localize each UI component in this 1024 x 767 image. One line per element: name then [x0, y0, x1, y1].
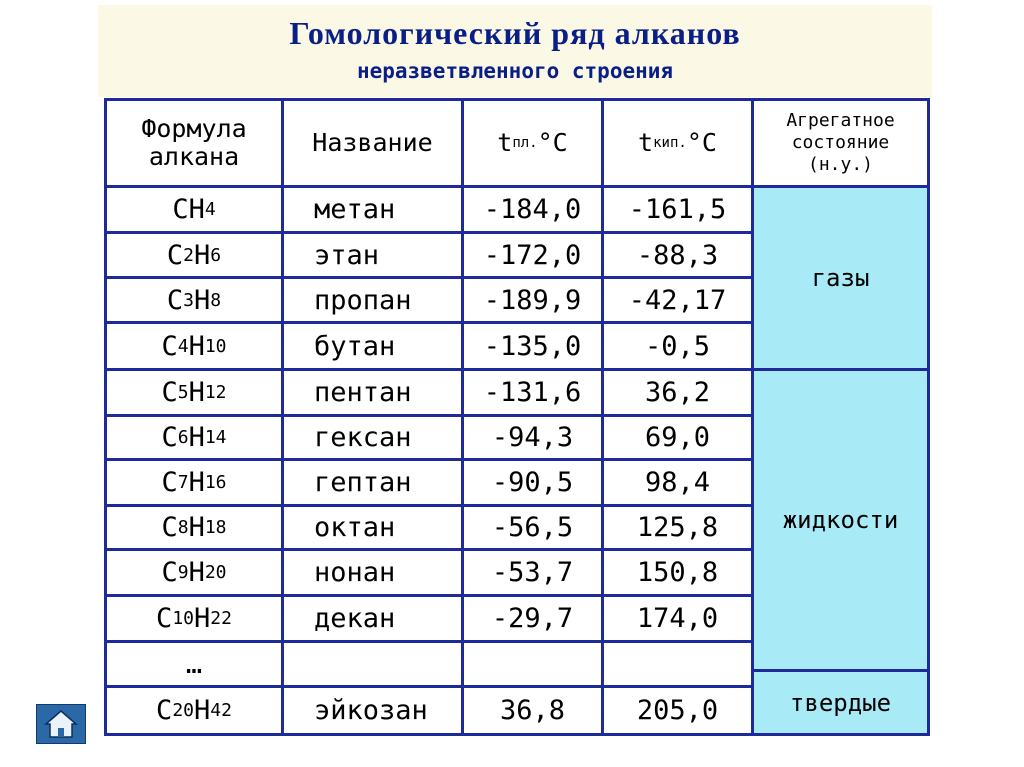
- tmelt-value: -90,5: [491, 467, 574, 498]
- formula-c: C: [161, 467, 178, 498]
- header-tboil-symbol: t: [638, 128, 654, 157]
- tboil-cell: [604, 597, 751, 640]
- tmelt-cell: [464, 417, 601, 458]
- tboil-cell: [604, 279, 751, 321]
- name-cell: [284, 188, 461, 231]
- tboil-cell: [604, 371, 751, 414]
- formula-cell: [107, 551, 281, 594]
- formula-cell: [107, 461, 281, 504]
- formula-hn: 6: [210, 244, 222, 266]
- tmelt-value: -94,3: [491, 422, 574, 453]
- name-value: пропан: [314, 284, 412, 316]
- header-formula-line1: Формула: [141, 114, 247, 143]
- tmelt-value: -131,6: [483, 377, 582, 408]
- formula-hn: 18: [204, 517, 227, 538]
- formula-c: C: [156, 603, 173, 634]
- formula-hn: 16: [204, 472, 227, 493]
- formula-cell: [107, 371, 281, 414]
- header-state-line3: (н.у.): [807, 154, 874, 175]
- tmelt-cell: [464, 643, 601, 685]
- tmelt-cell: [464, 507, 601, 548]
- tboil-value: -88,3: [636, 239, 719, 271]
- tmelt-cell: [464, 688, 601, 733]
- tmelt-value: -184,0: [483, 194, 582, 225]
- tboil-value: 36,2: [644, 377, 711, 408]
- home-icon: [37, 705, 85, 743]
- header-tmelt-symbol: t: [497, 128, 513, 157]
- formula-c: C: [166, 239, 184, 271]
- tboil-value: -0,5: [644, 330, 711, 362]
- tmelt-value: -53,7: [491, 557, 574, 588]
- formula-h: H: [194, 695, 211, 726]
- state-gas-cell: [754, 188, 927, 368]
- formula-h: H: [188, 557, 205, 588]
- tboil-value: 205,0: [636, 695, 719, 726]
- name-cell: [284, 461, 461, 504]
- state-solid-label: твердые: [789, 688, 892, 717]
- formula-cn: 8: [177, 517, 189, 538]
- name-value: эйкозан: [314, 695, 428, 726]
- tboil-cell: [604, 551, 751, 594]
- tmelt-cell: [464, 597, 601, 640]
- formula-hn: 14: [204, 427, 227, 448]
- tboil-cell: [604, 417, 751, 458]
- formula-c: C: [172, 194, 189, 225]
- tmelt-cell: [464, 551, 601, 594]
- tboil-cell: [604, 234, 751, 276]
- page-subtitle: неразветвленного строения: [356, 59, 674, 83]
- tmelt-cell: [464, 188, 601, 231]
- header-melting-point: [464, 101, 601, 185]
- name-cell: [284, 324, 461, 368]
- tboil-cell: [604, 461, 751, 504]
- formula-hn: 10: [204, 335, 227, 357]
- tmelt-cell: [464, 371, 601, 414]
- tmelt-cell: [464, 461, 601, 504]
- formula-c: C: [161, 512, 178, 543]
- formula-c: C: [156, 695, 173, 726]
- formula-h: H: [194, 284, 211, 316]
- alkanes-table: [104, 98, 930, 736]
- tboil-value: 150,8: [636, 557, 719, 588]
- tmelt-cell: [464, 324, 601, 368]
- formula-hn: 4: [204, 199, 216, 220]
- state-gas-label: газы: [811, 264, 870, 292]
- name-value: бутан: [314, 330, 396, 362]
- formula-c: …: [185, 648, 203, 680]
- state-liquid-label: жидкости: [782, 506, 899, 534]
- formula-cn: 6: [177, 427, 189, 448]
- formula-h: H: [188, 422, 205, 453]
- tboil-value: 174,0: [636, 603, 719, 634]
- formula-hn: 22: [210, 608, 232, 629]
- header-tboil-sub: кип.: [653, 135, 687, 151]
- tmelt-value: -29,7: [491, 603, 574, 634]
- header-state: [754, 101, 927, 185]
- formula-cn: 2: [183, 244, 194, 266]
- formula-cn: 3: [183, 289, 194, 311]
- formula-cn: 5: [177, 382, 189, 403]
- formula-cell: [107, 234, 281, 276]
- formula-hn: 8: [210, 289, 222, 311]
- tboil-cell: [604, 688, 751, 733]
- formula-c: C: [161, 377, 178, 408]
- state-liquid-cell: [754, 371, 927, 669]
- tmelt-cell: [464, 234, 601, 276]
- state-solid-cell: [754, 672, 927, 733]
- tmelt-value: -56,5: [491, 512, 574, 543]
- tmelt-value: -189,9: [483, 284, 582, 316]
- name-cell: [284, 643, 461, 685]
- formula-cn: 10: [172, 608, 194, 629]
- name-cell: [284, 551, 461, 594]
- header-formula-line2: алкана: [148, 142, 240, 171]
- formula-cell: [107, 279, 281, 321]
- name-value: гексан: [314, 422, 412, 453]
- formula-hn: 12: [204, 382, 227, 403]
- tmelt-value: -172,0: [483, 239, 582, 271]
- formula-cell: [107, 597, 281, 640]
- formula-h: H: [188, 194, 205, 225]
- name-value: этан: [314, 239, 380, 271]
- formula-c: C: [161, 330, 178, 362]
- tboil-value: 98,4: [644, 467, 711, 498]
- formula-hn: 20: [204, 562, 227, 583]
- tboil-value: 69,0: [644, 422, 711, 453]
- header-tboil-unit: °С: [686, 128, 717, 157]
- name-cell: [284, 371, 461, 414]
- header-state-line2: состояние: [791, 132, 890, 153]
- name-cell: [284, 279, 461, 321]
- tboil-value: 125,8: [636, 512, 719, 543]
- header-tmelt-sub: пл.: [512, 135, 538, 151]
- name-value: пентан: [314, 377, 412, 408]
- name-cell: [284, 417, 461, 458]
- tmelt-cell: [464, 279, 601, 321]
- formula-cn: 4: [177, 335, 189, 357]
- formula-h: H: [194, 603, 211, 634]
- home-button[interactable]: [36, 704, 86, 744]
- formula-cell: [107, 507, 281, 548]
- formula-h: H: [188, 512, 205, 543]
- formula-cn: 9: [177, 562, 189, 583]
- tboil-value: -42,17: [628, 284, 727, 316]
- tmelt-value: 36,8: [499, 695, 566, 726]
- formula-cell: [107, 643, 281, 685]
- formula-cn: 20: [172, 700, 194, 721]
- formula-c: C: [161, 422, 178, 453]
- formula-cn: 7: [177, 472, 189, 493]
- tboil-cell: [604, 507, 751, 548]
- name-value: октан: [314, 512, 396, 543]
- title-banner: [98, 5, 932, 97]
- formula-c: C: [161, 557, 178, 588]
- name-cell: [284, 507, 461, 548]
- name-cell: [284, 234, 461, 276]
- formula-h: H: [188, 467, 205, 498]
- formula-h: H: [188, 377, 205, 408]
- header-formula: [107, 101, 281, 185]
- formula-cell: [107, 188, 281, 231]
- formula-h: H: [194, 239, 211, 271]
- tboil-value: -161,5: [628, 194, 727, 225]
- header-name-label: Название: [312, 128, 433, 157]
- formula-hn: 42: [210, 700, 232, 721]
- formula-cell: [107, 417, 281, 458]
- name-value: нонан: [314, 557, 396, 588]
- name-cell: [284, 688, 461, 733]
- name-value: метан: [314, 194, 396, 225]
- formula-h: H: [188, 330, 205, 362]
- name-cell: [284, 597, 461, 640]
- formula-c: C: [166, 284, 184, 316]
- tboil-cell: [604, 324, 751, 368]
- formula-cell: [107, 324, 281, 368]
- header-state-line1: Агрегатное: [786, 110, 895, 131]
- name-value: декан: [314, 603, 396, 634]
- tboil-cell: [604, 643, 751, 685]
- tmelt-value: -135,0: [483, 330, 582, 362]
- formula-cell: [107, 688, 281, 733]
- name-value: гептан: [314, 467, 412, 498]
- header-tmelt-unit: °С: [537, 128, 568, 157]
- header-name: [284, 101, 461, 185]
- page-title: Гомологический ряд алканов: [289, 15, 741, 51]
- tboil-cell: [604, 188, 751, 231]
- header-boiling-point: [604, 101, 751, 185]
